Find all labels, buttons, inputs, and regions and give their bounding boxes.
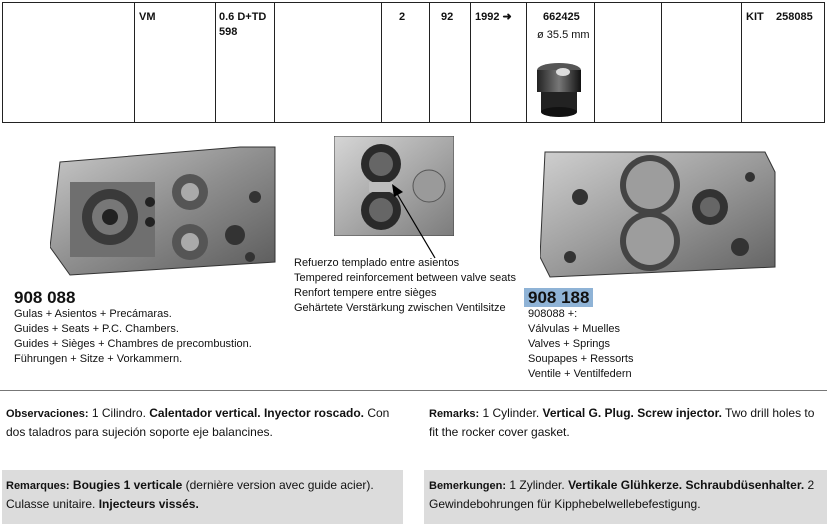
remarks-en [429,404,825,441]
bore-cell: 92 [441,11,454,23]
cylinder-head-image-right [540,137,780,279]
observations-es-label: Observaciones: [6,408,89,420]
bemerkungen-de-label: Bemerkungen: [429,480,507,492]
callout-line: Renfort tempere entre sièges [294,287,437,299]
bemerkungen-de-bold: Vertikale Glühkerze. Schraubdüsenhalter. [568,478,805,492]
part-number-right-text: 908 188 [524,288,593,307]
part-number-left: 908 088 [14,288,76,307]
cylinder-head-image-left [50,137,280,277]
part-right-description [528,307,778,382]
engine-code-cell: 598 [219,26,238,38]
part-number-right [524,288,593,308]
plug-diameter-cell: ø 35.5 mm [537,29,590,41]
bemerkungen-de-text2: 2 Gewindebohrungen für Kipphebelwellebefestigung. [429,478,815,511]
observations-es-bold: Calentador vertical. Inyector roscado. [149,406,364,420]
observations-es [6,404,402,441]
observations-es-text2: Con dos taladros para sujeción soporte eje balancines. [6,406,390,439]
observations-es-text1: 1 Cilindro. [88,406,150,420]
part-left-line: Guides + Sièges + Chambres de precombustion. [14,338,252,350]
remarques-fr [6,476,400,513]
part-left-description [14,307,284,367]
kit-number: 258085 [776,11,813,23]
remarks-en-bold: Vertical G. Plug. Screw injector. [542,406,722,420]
spec-table-row [2,2,825,123]
bemerkungen-de-text1: 1 Zylinder. [506,478,569,492]
callout-line: Refuerzo templado entre asientos [294,257,460,269]
callout-arrow [380,166,460,262]
part-right-line: Valves + Springs [528,338,611,350]
kit-label: KIT [746,11,764,23]
part-right-line: Válvulas + Muelles [528,323,621,335]
callout-line: Gehärtete Verstärkung zwischen Ventilsitze [294,302,506,314]
remarques-fr-bold2: Injecteurs vissés. [98,497,199,511]
remarks-en-text1: 1 Cylinder. [479,406,543,420]
plug-ref-cell: 662425 [543,11,580,23]
callout-text [294,256,524,316]
remarques-fr-label: Remarques: [6,480,70,492]
engine-cell: 0.6 D+TD [219,11,267,23]
remarks-en-text2: Two drill holes to fit the rocker cover gasket. [429,406,815,439]
glow-plug-image [533,58,589,120]
remarques-fr-text: (dernière version avec guide acier). Culasse unitaire. [6,478,374,511]
part-left-line: Gulas + Asientos + Precámaras. [14,308,172,320]
part-left-line: Guides + Seats + P.C. Chambers. [14,323,179,335]
bemerkungen-de [429,476,825,513]
part-right-sub: 908088 +: [528,308,578,320]
part-right-line: Ventile + Ventilfedern [528,368,632,380]
make-cell: VM [139,11,156,23]
year-cell: 1992 ➜ [475,11,512,23]
part-left-line: Führungen + Sitze + Vorkammern. [14,353,183,365]
remarks-en-label: Remarks: [429,408,480,420]
remarques-fr-bold1: Bougies 1 verticale [69,478,183,492]
callout-line: Tempered reinforcement between valve seats [294,272,516,284]
cylinders-cell: 2 [399,11,406,23]
part-right-line: Soupapes + Ressorts [528,353,634,365]
